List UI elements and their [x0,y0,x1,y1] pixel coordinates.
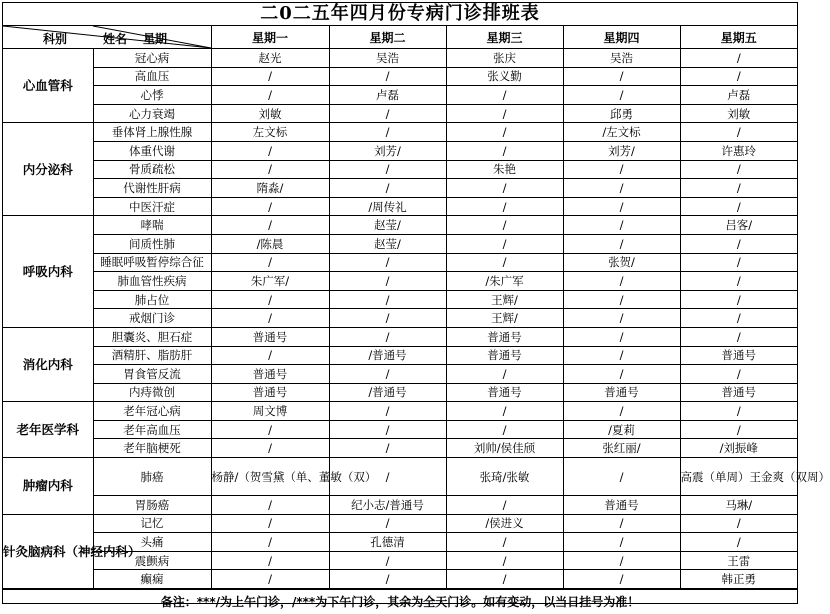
schedule-cell: / [680,420,797,439]
schedule-cell: 孔德清 [329,533,446,552]
schedule-cell: / [680,49,797,68]
schedule-cell: 张红丽/ [563,439,680,458]
schedule-cell: / [563,272,680,291]
schedule-cell: 张贺/ [563,253,680,272]
clinic-name: 酒精肝、脂肪肝 [93,346,211,365]
schedule-cell: / [329,327,446,346]
schedule-cell: / [329,272,446,291]
schedule-cell: / [680,272,797,291]
department-name: 呼吸内科 [3,216,93,328]
schedule-cell: / [446,86,563,105]
schedule-cell: 普通号 [446,346,563,365]
table-row [3,253,797,272]
schedule-cell: / [446,402,563,421]
day-header: 星期二 [329,26,446,49]
clinic-name: 内痔微创 [93,383,211,402]
department-name: 老年医学科 [3,402,93,458]
table-row [3,327,797,346]
schedule-cell: / [680,123,797,142]
table-row [3,570,797,589]
schedule-cell: 刘芳/ [563,141,680,160]
clinic-name: 戒烟门诊 [93,309,211,328]
schedule-cell: 隋淼/ [211,179,329,198]
schedule-cell: 刘芳/ [329,141,446,160]
schedule-cell: 卢磊 [329,86,446,105]
schedule-cell: /朱广军 [446,272,563,291]
schedule-cell: 王雷 [680,551,797,570]
schedule-cell: / [563,67,680,86]
schedule-cell: 邱勇 [563,104,680,123]
schedule-cell: / [446,496,563,515]
clinic-name: 记忆 [93,514,211,533]
schedule-cell: / [329,570,446,589]
schedule-cell: / [211,309,329,328]
schedule-cell: / [446,533,563,552]
clinic-name: 老年冠心病 [93,402,211,421]
schedule-cell: / [329,402,446,421]
schedule-cell: 普通号 [680,383,797,402]
schedule-cell: / [446,197,563,216]
schedule-cell: / [446,570,563,589]
schedule-cell: / [446,216,563,235]
clinic-name: 哮喘 [93,216,211,235]
table-row [3,216,797,235]
dept-label: 科别 [43,32,68,46]
schedule-cell: / [446,551,563,570]
table-row [3,496,797,515]
schedule-cell: / [563,514,680,533]
clinic-name: 垂体肾上腺性腺 [93,123,211,142]
schedule-cell: / [563,234,680,253]
schedule-cell: / [329,67,446,86]
schedule-cell: / [211,570,329,589]
schedule-cell: 赵光 [211,49,329,68]
schedule-cell: / [680,67,797,86]
schedule-cell: 张琦/张敏 [446,458,563,496]
schedule-cell: / [446,420,563,439]
clinic-name: 肺占位 [93,290,211,309]
schedule-cell: 张庆 [446,49,563,68]
schedule-cell: 吴浩 [329,49,446,68]
clinic-name: 震颤病 [93,551,211,570]
schedule-cell: / [446,104,563,123]
clinic-name: 癫痫 [93,570,211,589]
schedule-cell: / [563,533,680,552]
schedule-cell: / [680,365,797,384]
day-header: 星期一 [211,26,329,49]
name-label: 姓名 [103,32,128,46]
schedule-cell: / [211,216,329,235]
schedule-cell: / [211,141,329,160]
schedule-cell: 左文标 [211,123,329,142]
table-row [3,420,797,439]
schedule-cell: / [446,365,563,384]
schedule-cell: / [446,141,563,160]
table-row [3,439,797,458]
schedule-cell: 朱广军/ [211,272,329,291]
schedule-cell: / [680,160,797,179]
schedule-cell: / [329,290,446,309]
table-row [3,346,797,365]
schedule-cell: 朱艳 [446,160,563,179]
footer-note: 备注：***/为上午门诊，/***为下午门诊，其余为全天门诊。如有变动，以当日挂号为准！ [3,589,797,614]
schedule-cell: / [680,290,797,309]
schedule-cell: 普通号 [563,383,680,402]
schedule-cell: 赵莹/ [329,234,446,253]
schedule-cell: 刘敏 [211,104,329,123]
department-name: 针灸脑病科（神经内科） [3,514,93,588]
schedule-cell: / [680,234,797,253]
schedule-cell: 吴浩 [563,49,680,68]
schedule-cell: / [563,197,680,216]
schedule-cell: / [211,160,329,179]
department-name: 肿瘤内科 [3,458,93,515]
schedule-cell: / [563,290,680,309]
schedule-cell: 普通号 [211,383,329,402]
department-name: 心血管科 [3,49,93,123]
schedule-cell: / [211,551,329,570]
schedule-cell: /周传礼 [329,197,446,216]
table-row [3,141,797,160]
schedule-cell: / [211,420,329,439]
schedule-cell: /侯进义 [446,514,563,533]
header-row [3,26,797,49]
clinic-name: 头痛 [93,533,211,552]
schedule-cell: 刘帅/侯佳颀 [446,439,563,458]
schedule-cell: / [329,551,446,570]
clinic-name: 心悸 [93,86,211,105]
schedule-cell: / [211,253,329,272]
schedule-cell: / [329,123,446,142]
schedule-cell: / [329,458,446,496]
schedule-cell: / [329,514,446,533]
schedule-cell: 王辉/ [446,309,563,328]
corner-header [3,26,211,49]
schedule-cell: / [563,86,680,105]
clinic-name: 老年高血压 [93,420,211,439]
schedule-cell: 卢磊 [680,86,797,105]
schedule-cell: / [563,327,680,346]
clinic-name: 睡眠呼吸暂停综合征 [93,253,211,272]
schedule-cell: / [680,327,797,346]
clinic-name: 高血压 [93,67,211,86]
schedule-cell: / [211,197,329,216]
table-row [3,383,797,402]
table-row [3,86,797,105]
table-row [3,290,797,309]
schedule-cell: 吕客/ [680,216,797,235]
schedule-cell: / [211,514,329,533]
schedule-cell: / [680,514,797,533]
schedule-cell: / [563,309,680,328]
schedule-cell: / [563,160,680,179]
table-row [3,234,797,253]
schedule-cell: / [563,346,680,365]
clinic-name: 老年脑梗死 [93,439,211,458]
clinic-name: 胆囊炎、胆石症 [93,327,211,346]
schedule-cell: 杨静/（贺雪黛（单、董敏（双） [211,458,329,496]
clinic-name: 体重代谢 [93,141,211,160]
table-row [3,123,797,142]
schedule-cell: / [211,496,329,515]
schedule-cell: / [329,104,446,123]
schedule-cell: / [211,67,329,86]
schedule-cell: 普通号 [446,383,563,402]
schedule-cell: 高震（单周）王金爽（双周） [680,458,797,496]
schedule-cell: 普通号 [680,346,797,365]
day-header: 星期四 [563,26,680,49]
schedule-cell: / [446,123,563,142]
schedule-cell: /刘振峰 [680,439,797,458]
schedule-cell: / [680,197,797,216]
clinic-name: 胃食管反流 [93,365,211,384]
schedule-page [2,2,830,610]
department-name: 内分泌科 [3,123,93,216]
schedule-cell: /左文标 [563,123,680,142]
schedule-cell: 纪小志/普通号 [329,496,446,515]
table-row [3,365,797,384]
schedule-cell: 赵莹/ [329,216,446,235]
schedule-cell: 刘敏 [680,104,797,123]
schedule-cell: / [680,253,797,272]
schedule-cell: / [329,179,446,198]
schedule-cell: 普通号 [211,365,329,384]
clinic-name: 中医汗症 [93,197,211,216]
table-row [3,402,797,421]
schedule-cell: 张义勤 [446,67,563,86]
schedule-cell: / [563,365,680,384]
schedule-cell: 周文博 [211,402,329,421]
clinic-name: 肺癌 [93,458,211,496]
schedule-cell: / [211,290,329,309]
schedule-cell: 普通号 [446,327,563,346]
schedule-cell: / [563,458,680,496]
schedule-cell: / [680,533,797,552]
day-header: 星期五 [680,26,797,49]
schedule-cell: / [446,234,563,253]
table-row [3,272,797,291]
schedule-cell: / [680,309,797,328]
clinic-name: 骨质疏松 [93,160,211,179]
schedule-cell: / [211,533,329,552]
schedule-cell: 王辉/ [446,290,563,309]
clinic-name: 心力衰竭 [93,104,211,123]
clinic-name: 胃肠癌 [93,496,211,515]
schedule-cell: / [211,346,329,365]
schedule-cell: / [563,216,680,235]
schedule-cell: / [563,402,680,421]
schedule-cell: / [563,551,680,570]
table-row [3,197,797,216]
schedule-table [3,26,830,589]
clinic-name: 肺血管性疾病 [93,272,211,291]
page-title: 二0二五年四月份专病门诊排班表 [3,3,797,26]
schedule-cell: 马琳/ [680,496,797,515]
schedule-body [3,49,830,589]
schedule-cell: / [329,309,446,328]
day-label: 星期 [143,32,168,46]
schedule-cell: / [211,86,329,105]
schedule-cell: / [329,160,446,179]
schedule-cell: 许惠玲 [680,141,797,160]
table-row [3,458,797,496]
clinic-name: 间质性肺 [93,234,211,253]
clinic-name: 代谢性肝病 [93,179,211,198]
day-header: 星期三 [446,26,563,49]
schedule-cell: /普通号 [329,346,446,365]
schedule-cell: / [329,365,446,384]
table-row [3,179,797,198]
table-row [3,514,797,533]
schedule-cell: /普通号 [329,383,446,402]
schedule-cell: / [680,402,797,421]
schedule-cell: / [329,253,446,272]
schedule-cell: / [680,179,797,198]
schedule-cell: / [563,179,680,198]
schedule-cell: 普通号 [563,496,680,515]
schedule-cell: /夏莉 [563,420,680,439]
schedule-cell: / [329,439,446,458]
table-row [3,160,797,179]
schedule-cell: 韩正勇 [680,570,797,589]
schedule-cell: / [446,253,563,272]
schedule-cell: / [563,570,680,589]
table-row [3,67,797,86]
table-row [3,309,797,328]
clinic-name: 冠心病 [93,49,211,68]
schedule-cell: /陈晨 [211,234,329,253]
department-name: 消化内科 [3,327,93,401]
schedule-cell: / [211,439,329,458]
schedule-cell: / [329,420,446,439]
table-row [3,104,797,123]
schedule-cell: / [446,179,563,198]
schedule-cell: 普通号 [211,327,329,346]
table-row [3,49,797,68]
